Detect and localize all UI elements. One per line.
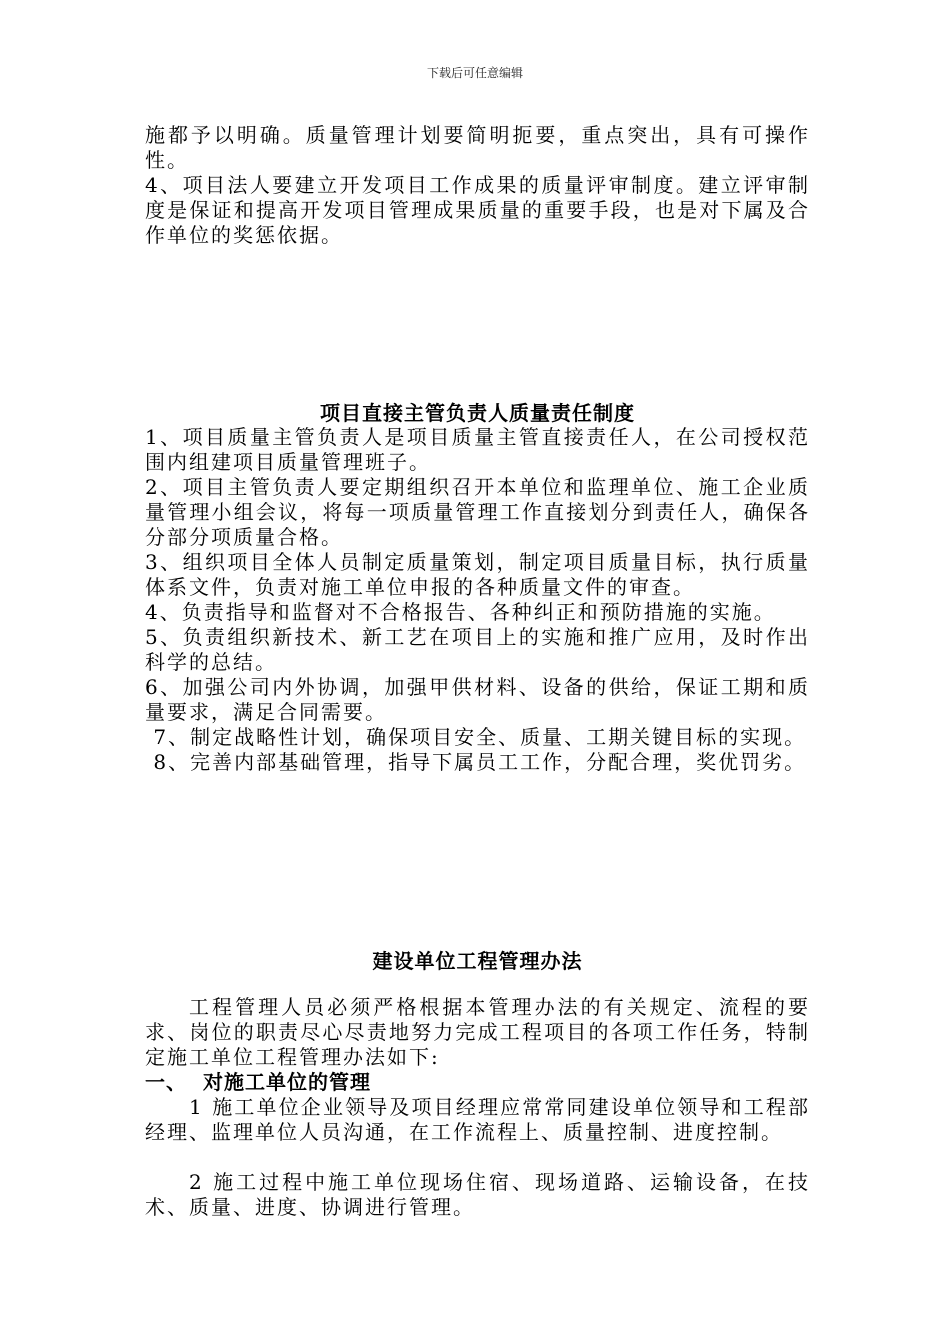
intro-paragraph: 工程管理人员必须严格根据本管理办法的有关规定、流程的要求、岗位的职责尽心尽责地努力完成工程项目的各项工作任务，特制定施工单位工程管理办法如下: bbox=[145, 995, 810, 1069]
subsection-heading-text: 对施工单位的管理 bbox=[203, 1070, 371, 1094]
paragraph: 2 施工过程中施工单位现场住宿、现场道路、运输设备，在技术、质量、进度、协调进行管理。 bbox=[145, 1170, 810, 1219]
paragraph: 1 施工单位企业领导及项目经理应常常同建设单位领导和工程部经理、监理单位人员沟通，在工作流程上、质量控制、进度控制。 bbox=[145, 1095, 810, 1144]
paragraph: 施都予以明确。质量管理计划要简明扼要，重点突出，具有可操作性。 bbox=[145, 123, 810, 172]
quality-responsibility-list bbox=[145, 425, 810, 775]
section-title-engineering-management: 建设单位工程管理办法 bbox=[372, 949, 583, 973]
list-item: 8、完善内部基础管理，指导下属员工工作，分配合理，奖优罚劣。 bbox=[145, 750, 807, 774]
list-item: 2、项目主管负责人要定期组织召开本单位和监理单位、施工企业质量管理小组会议，将每一项质量管理工作直接划分到责任人，确保各分部分项质量合格。 bbox=[145, 475, 810, 549]
subsection-heading bbox=[145, 1070, 810, 1095]
subsection-number: 一、 bbox=[145, 1070, 187, 1094]
list-item: 1、项目质量主管负责人是项目质量主管直接责任人，在公司授权范围内组建项目质量管理班子。 bbox=[145, 425, 810, 474]
page-header-note: 下载后可任意编辑 bbox=[426, 66, 523, 80]
engineering-management-body bbox=[145, 995, 810, 1220]
list-item: 5、负责组织新技术、新工艺在项目上的实施和推广应用，及时作出科学的总结。 bbox=[145, 625, 810, 674]
section-title-quality-responsibility: 项目直接主管负责人质量责任制度 bbox=[320, 401, 635, 425]
spacer bbox=[145, 1145, 810, 1170]
list-item: 3、组织项目全体人员制定质量策划，制定项目质量目标，执行质量体系文件，负责对施工单位申报的各种质量文件的审查。 bbox=[145, 550, 810, 599]
paragraph: 4、项目法人要建立开发项目工作成果的质量评审制度。建立评审制度是保证和提高开发项目管理成果质量的重要手段，也是对下属及合作单位的奖惩依据。 bbox=[145, 173, 810, 247]
list-item: 4、负责指导和监督对不合格报告、各种纠正和预防措施的实施。 bbox=[145, 600, 776, 624]
list-item: 6、加强公司内外协调，加强甲供材料、设备的供给，保证工期和质量要求，满足合同需要。 bbox=[145, 675, 810, 724]
list-item: 7、制定战略性计划，确保项目安全、质量、工期关键目标的实现。 bbox=[145, 725, 807, 749]
continued-text-block bbox=[145, 123, 810, 248]
